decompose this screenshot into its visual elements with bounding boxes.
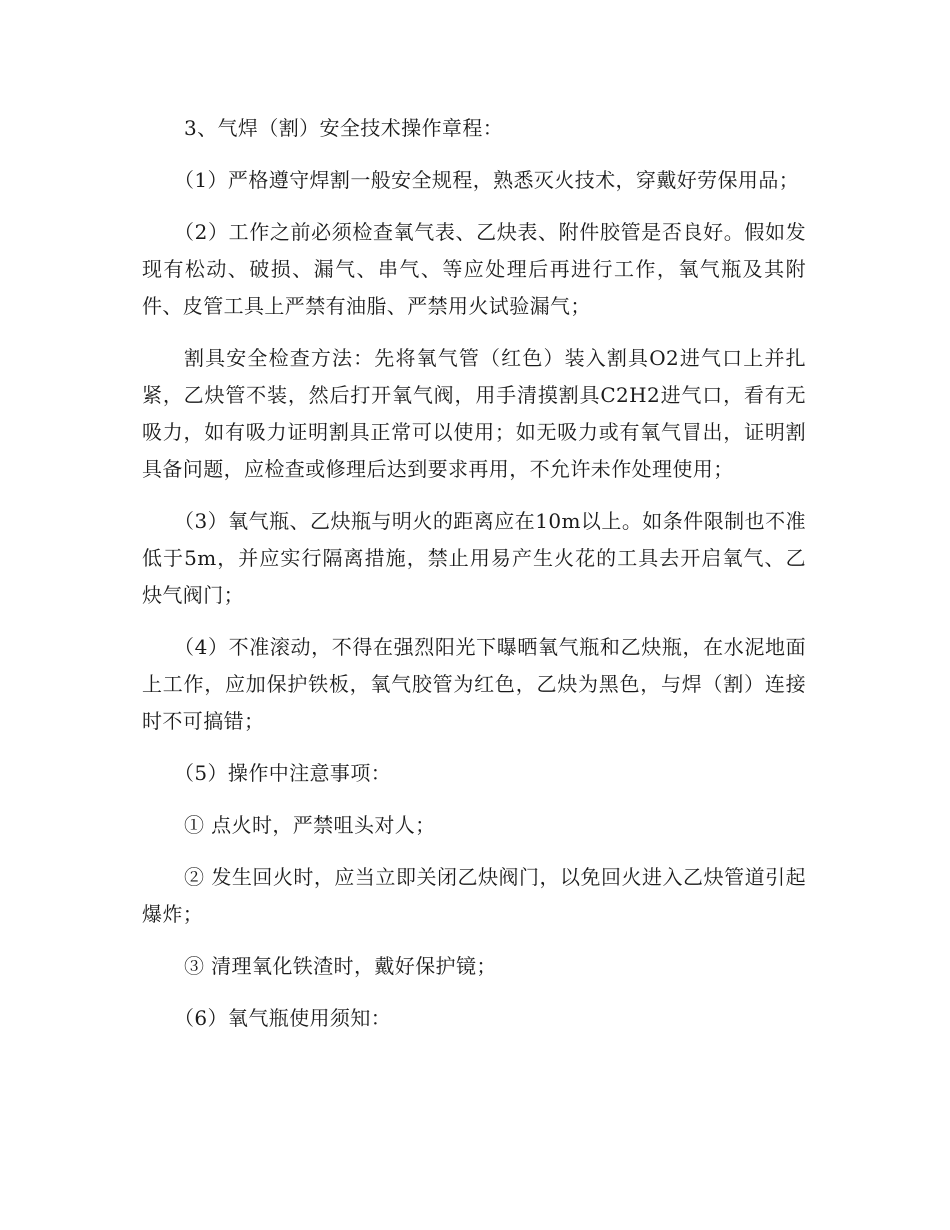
- rule-paragraph-5: （5）操作中注意事项：: [174, 761, 392, 785]
- note-item-1: ① 点火时，严禁咀头对人；: [184, 813, 436, 837]
- note-item-2: ② 发生回火时，应当立即关闭乙炔阀门，以免回火进入乙炔管道引起爆炸；: [142, 865, 806, 926]
- rule-paragraph-2: （2）工作之前必须检查氧气表、乙炔表、附件胶管是否良好。假如发现有松动、破损、漏气、串气、等应处理后再进行工作，氧气瓶及其附件、皮管工具上严禁有油脂、严禁用火试验漏气；: [142, 220, 806, 318]
- rule-paragraph-1: （1）严格遵守焊割一般安全规程，熟悉灭火技术，穿戴好劳保用品；: [174, 168, 800, 192]
- note-item-3: ③ 清理氧化铁渣时，戴好保护镜；: [184, 954, 497, 978]
- document-body: [142, 110, 806, 1052]
- section-heading: 3、气焊（割）安全技术操作章程：: [184, 116, 504, 140]
- rule-paragraph-4: （4）不准滚动，不得在强烈阳光下曝晒氧气瓶和乙炔瓶，在水泥地面上工作，应加保护铁板，氧气胶管为红色，乙炔为黑色，与焊（割）连接时不可搞错；: [142, 635, 806, 733]
- rule-paragraph-3: （3）氧气瓶、乙炔瓶与明火的距离应在10m以上。如条件限制也不准低于5m，并应实行隔离措施，禁止用易产生火花的工具去开启氧气、乙炔气阀门；: [142, 509, 806, 607]
- check-method-paragraph: 割具安全检查方法：先将氧气管（红色）装入割具O2进气口上并扎紧，乙炔管不装，然后打开氧气阀，用手清摸割具C2H2进气口，看有无吸力，如有吸力证明割具正常可以使用；如无吸力或有氧气冒出，证明割具备问题，应检查或修理后达到要求再用，不允许未作处理使用；: [142, 346, 806, 481]
- rule-paragraph-6: （6）氧气瓶使用须知：: [174, 1006, 392, 1030]
